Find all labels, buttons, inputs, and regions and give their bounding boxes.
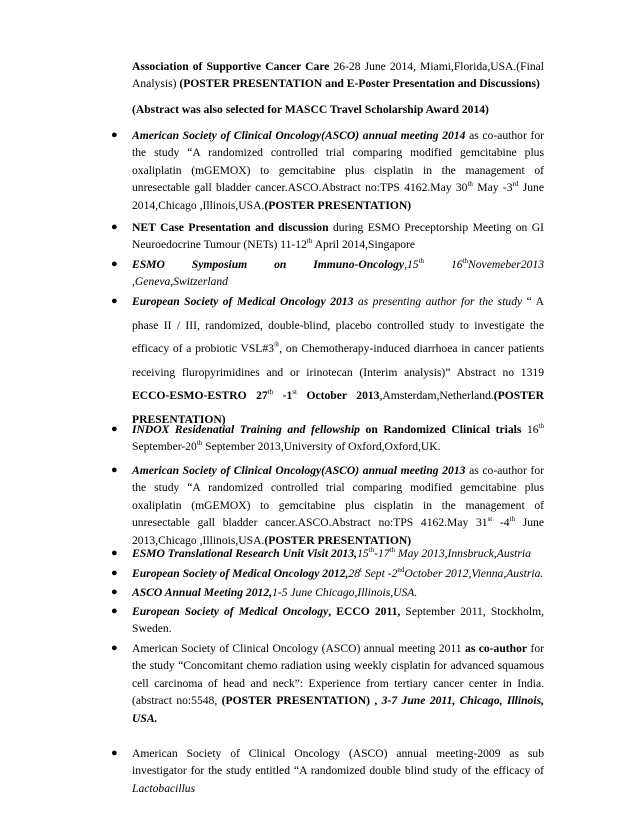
- bullet-icon: ●: [111, 464, 118, 476]
- item-title: European Society of Medical Oncology 2012,: [132, 567, 349, 580]
- list-item: [111, 219, 544, 254]
- bullet-icon: ●: [111, 129, 118, 141]
- item-presentation-type: (POSTER PRESENTATION): [132, 389, 545, 426]
- item-text: -4: [492, 516, 510, 530]
- item-sup: st: [292, 388, 297, 397]
- item-sup: th: [467, 180, 473, 189]
- item-text: as co-author for the study “A randomized controlled trial comparing modified gemcitabine plus oxaliplatin (mGEMOX) to gemcitabine plus cisplatin in the management of unresectable gall bladder cancer.ASCO.Abstract no:TPS 4162.May 31: [132, 464, 544, 530]
- item-title: ESMO Symposium on Immuno-Oncology: [132, 258, 405, 271]
- item-text: ECCO-ESMO-ESTRO 27: [132, 389, 268, 402]
- list-item: [111, 745, 544, 797]
- item-text: 16: [424, 258, 463, 271]
- item-text: 28: [348, 567, 360, 580]
- item-text: -1: [273, 389, 293, 402]
- item-text: as presenting author for the study: [353, 295, 523, 308]
- item-sup: th: [196, 439, 203, 448]
- item-title: NET Case Presentation and discussion: [132, 221, 329, 234]
- item-sup: th: [509, 515, 516, 524]
- item-sup: th: [306, 237, 313, 246]
- bullet-icon: ●: [111, 567, 118, 579]
- list-item: [111, 640, 544, 727]
- bullet-icon: ●: [111, 642, 118, 654]
- bullet-icon: ●: [111, 547, 118, 559]
- intro-paragraph-mascc: [132, 58, 544, 93]
- item-sup: rd: [512, 180, 519, 189]
- item-text: 16: [521, 423, 539, 436]
- item-sup: th: [368, 546, 375, 555]
- item-text: Novemeber2013 ,Geneva,Switzerland: [132, 258, 544, 289]
- item-sup: ®: [273, 341, 280, 350]
- list-item: [111, 421, 545, 456]
- award-note: (Abstract was also selected for MASCC Travel Scholarship Award 2014): [132, 103, 489, 116]
- bullet-icon: ●: [111, 747, 118, 759]
- intro-details: 26-28 June 2014, Miami,Florida,USA.(Final Analysis): [132, 60, 545, 91]
- item-text: May -3: [472, 181, 513, 195]
- item-text: September-20: [132, 440, 197, 454]
- item-text: September 2013,University of Oxford,Oxford,UK.: [202, 440, 441, 454]
- list-item: [111, 290, 545, 431]
- item-text: as co-author: [465, 642, 528, 655]
- intro-presentation-type: (POSTER PRESENTATION and E-Poster Presentation and Discussions): [179, 77, 540, 91]
- item-text: -17: [374, 547, 390, 560]
- list-item: [111, 603, 545, 638]
- item-text: American Society of Clinical Oncology (ASCO) annual meeting-2009 as sub investigator for the study entitled “A randomized double blind study of the efficacy of: [132, 747, 544, 778]
- item-text: , ECCO 2011,: [328, 605, 401, 618]
- item-sup: th: [462, 257, 469, 266]
- item-text: Lactobacillus: [132, 781, 196, 795]
- item-text: on Randomized Clinical trials: [359, 423, 522, 436]
- item-text: , on Chemotherapy-induced diarrhoea in cancer patients receiving fluropyrimidines and or irinotecan (Interim analysis)” Abstract no 1319: [132, 342, 545, 379]
- item-sup: st: [487, 515, 493, 524]
- item-presentation-type: (POSTER PRESENTATION): [264, 533, 412, 547]
- item-title: European Society of Medical Oncology: [132, 605, 329, 618]
- bullet-icon: ●: [111, 295, 118, 307]
- intro-paragraph-award: [132, 101, 544, 118]
- list-item: [111, 462, 544, 549]
- item-text: during ESMO Preceptorship Meeting on GI Neuroedocrine Tumour (NETs) 11-12: [132, 221, 544, 252]
- item-text: as co-author for the study “A randomized controlled trial comparing modified gemcitabine plus oxaliplatin (mGEMOX) to gemcitabine plus cisplatin in the management of unresectable gall bladder cancer.ASCO.Abstract no:TPS 4162.May 30: [132, 129, 544, 195]
- item-sup: th: [538, 422, 545, 431]
- list-item: [111, 127, 544, 214]
- item-sup: th: [389, 546, 396, 555]
- list-item: [111, 584, 544, 601]
- item-sup: t: [360, 566, 362, 575]
- item-text: May 2013,Innsbruck,Austria: [395, 547, 531, 560]
- item-sup: th: [418, 257, 425, 266]
- item-text: 1-5 June Chicago,Illinois,USA.: [272, 586, 418, 599]
- item-presentation-type: (POSTER PRESENTATION) ,: [221, 694, 378, 708]
- list-item: [111, 565, 544, 582]
- item-presentation-type: (POSTER PRESENTATION): [264, 198, 412, 212]
- item-text: 15: [357, 547, 369, 560]
- item-text: 3-7 June 2011, Chicago, Illinois, USA.: [132, 694, 544, 725]
- item-text: September 2011, Stockholm, Sweden.: [132, 605, 545, 636]
- item-title: ASCO Annual Meeting 2012,: [132, 586, 273, 599]
- item-text: ,Amsterdam,Netherland.: [379, 389, 494, 402]
- item-text: “ A phase II / III, randomized, double-blind, placebo controlled study to investigate the efficacy of a probiotic VSL#3: [132, 295, 544, 355]
- item-title: INDOX Residenatial Training and fellowship: [132, 423, 360, 436]
- item-text: June 2014,Chicago ,Illinois,USA.: [132, 181, 544, 212]
- item-text: ,15: [404, 258, 419, 271]
- item-title: European Society of Medical Oncology 2013: [132, 295, 354, 308]
- item-title: American Society of Clinical Oncology(ASCO) annual meeting 2014: [132, 129, 466, 142]
- list-item: [111, 256, 544, 291]
- item-text: June 2013,Chicago ,Illinois,USA.: [132, 516, 544, 547]
- item-sup: nd: [397, 566, 405, 575]
- bullet-icon: ●: [111, 586, 118, 598]
- item-text: October 2013: [296, 389, 380, 402]
- item-title: ESMO Translational Research Unit Visit 2013,: [132, 547, 358, 560]
- item-title: American Society of Clinical Oncology(ASCO) annual meeting 2013: [132, 464, 466, 477]
- bullet-icon: ●: [111, 221, 118, 233]
- intro-org-name: Association of Supportive Cancer Care: [132, 60, 330, 73]
- bullet-icon: ●: [111, 258, 118, 270]
- item-text: for the study “Concomitant chemo radiation using weekly cisplatin for advanced squamous cell carcinoma of head and neck”: Experience from tertiary cancer center in India. (abstract no:5548,: [132, 642, 544, 708]
- item-text: April 2014,Singapore: [312, 238, 416, 252]
- item-text: American Society of Clinical Oncology (ASCO) annual meeting 2011: [132, 642, 466, 655]
- list-item: [111, 545, 544, 562]
- item-text: October 2012,Vienna,Austria.: [404, 567, 544, 580]
- bullet-icon: ●: [111, 605, 118, 617]
- item-text: Sept -2: [361, 567, 398, 580]
- bullet-icon: ●: [111, 423, 118, 435]
- item-sup: th: [267, 388, 274, 397]
